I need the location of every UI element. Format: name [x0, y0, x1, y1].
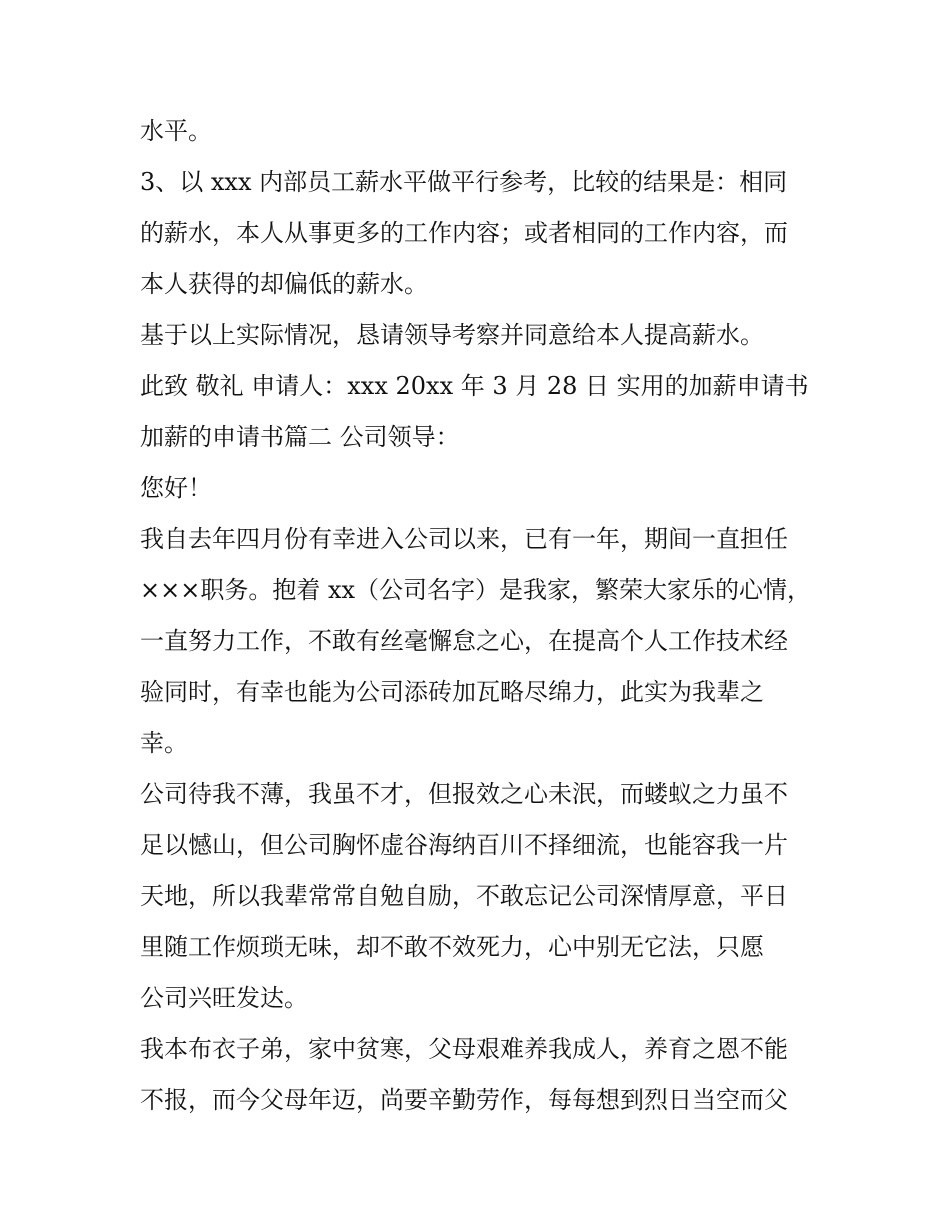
text-line: 不报，而今父母年迈，尚要辛勤劳作，每每想到烈日当空而父 — [140, 1086, 788, 1114]
text-line: ×××职务。抱着 xx（公司名字）是我家，繁荣大家乐的心情， — [140, 576, 812, 604]
text-line: 公司兴旺发达。 — [140, 984, 308, 1012]
text-line: 一直努力工作，不敢有丝毫懈怠之心，在提高个人工作技术经 — [140, 627, 788, 655]
text-line: 幸。 — [140, 729, 188, 757]
text-line: 我自去年四月份有幸进入公司以来，已有一年，期间一直担任 — [140, 525, 788, 553]
text-line: 基于以上实际情况，恳请领导考察并同意给本人提高薪水。 — [140, 321, 764, 349]
text-line: 此致 敬礼 申请人：xxx 20xx 年 3 月 28 日 实用的加薪申请书 — [140, 372, 809, 400]
document-body — [140, 106, 820, 1126]
text-line: 足以憾山，但公司胸怀虚谷海纳百川不择细流，也能容我一片 — [140, 831, 788, 859]
text-line: 天地，所以我辈常常自勉自励，不敢忘记公司深情厚意，平日 — [140, 882, 788, 910]
text-line: 水平。 — [140, 117, 212, 145]
text-line: 验同时，有幸也能为公司添砖加瓦略尽绵力，此实为我辈之 — [140, 678, 764, 706]
text-line: 加薪的申请书篇二 公司领导： — [140, 423, 460, 451]
text-line: 我本布衣子弟，家中贫寒，父母艰难养我成人，养育之恩不能 — [140, 1035, 788, 1063]
text-line: 里随工作烦琐无味，却不敢不效死力，心中别无它法，只愿 — [140, 933, 764, 961]
text-line: 的薪水，本人从事更多的工作内容；或者相同的工作内容，而 — [140, 219, 788, 247]
text-line: 3、以 xxx 内部员工薪水平做平行参考，比较的结果是：相同 — [140, 168, 788, 196]
text-line: 公司待我不薄，我虽不才，但报效之心未泯，而蝼蚁之力虽不 — [140, 780, 788, 808]
text-line: 您好！ — [140, 474, 212, 502]
text-line: 本人获得的却偏低的薪水。 — [140, 270, 428, 298]
